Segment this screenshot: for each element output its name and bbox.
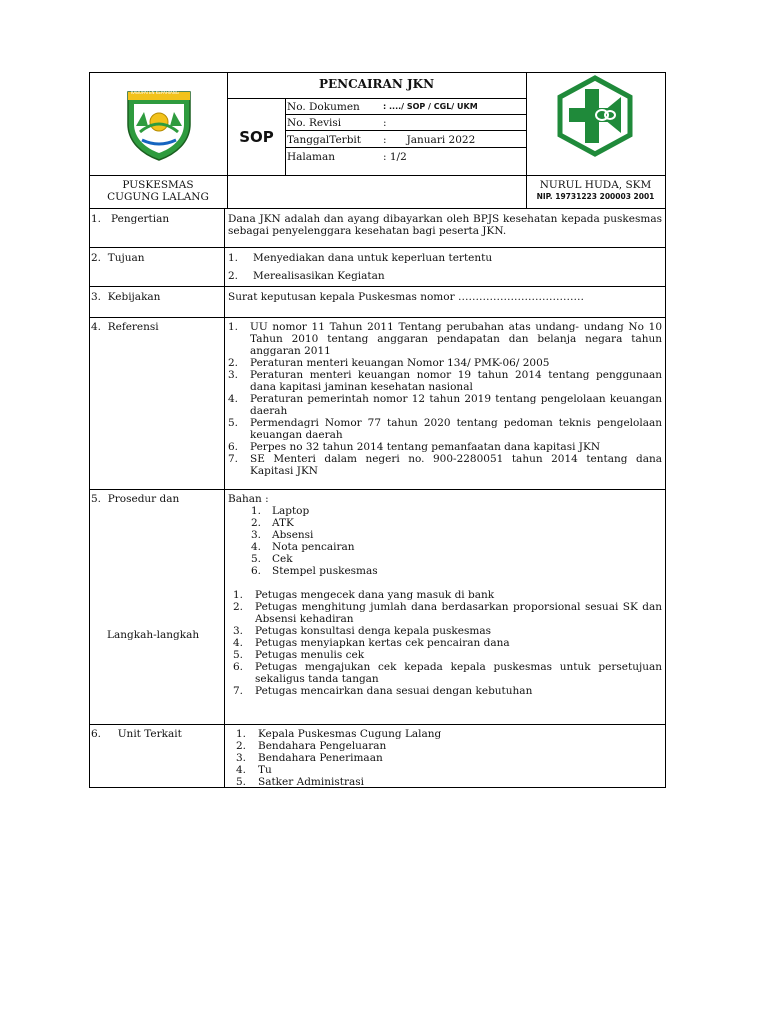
list-item: 6. Petugas mengajukan cek kepada kepala puskesmas untuk persetujuan sekaligus tanda tangan	[233, 661, 662, 685]
title-divider	[227, 98, 526, 99]
row-divider-6	[89, 724, 666, 725]
tujuan-item-2: Merealisasikan Kegiatan	[253, 270, 385, 282]
field-label-tanggal: TanggalTerbit	[287, 134, 361, 146]
field-label-halaman: Halaman	[287, 151, 336, 163]
list-item: 6. Stempel puskesmas	[251, 565, 378, 577]
row-divider-5	[89, 489, 666, 490]
field-label-revisi: No. Revisi	[287, 117, 342, 129]
label-langkah: Langkah-langkah	[107, 629, 200, 641]
field-line-2	[285, 130, 526, 131]
list-item: 7. SE Menteri dalam negeri no. 900-2280051 tahun 2014 tentang dana Kapitasi JKN	[228, 453, 662, 477]
sop-divider	[285, 98, 286, 175]
pengertian-text: Dana JKN adalah dan ayang dibayarkan oleh BPJS kesehatan kepada puskesmas sebagai penyelenggara kesehatan bagi peserta JKN.	[228, 213, 662, 237]
list-item: 4. Nota pencairan	[251, 541, 355, 553]
referensi-list	[228, 321, 662, 477]
label-tujuan: 2. Tujuan	[91, 252, 145, 264]
list-item: 5. Petugas menulis cek	[233, 649, 365, 661]
list-item: 3. Bendahara Penerimaan	[236, 752, 383, 764]
list-item: 2. Peraturan menteri keuangan Nomor 134/ PMK-06/ 2005	[228, 357, 550, 369]
field-line-1	[285, 114, 526, 115]
header-row-divider	[89, 175, 666, 176]
table-border-right	[665, 72, 666, 788]
list-item: 5. Cek	[251, 553, 293, 565]
list-item: 4. Tu	[236, 764, 272, 776]
list-item: 5. Permendagri Nomor 77 tahun 2020 tentang pedoman teknis pengelolaan keuangan daerah	[228, 417, 662, 441]
tujuan-item-1: Menyediakan dana untuk keperluan tertentu	[253, 252, 493, 264]
label-kebijakan: 3. Kebijakan	[91, 291, 161, 303]
list-item: 2. ATK	[251, 517, 294, 529]
tujuan-item-2-number: 2.	[228, 270, 239, 282]
bahan-label: Bahan :	[228, 493, 269, 505]
document-title: PENCAIRAN JKN	[318, 77, 435, 91]
sop-label: SOP	[239, 128, 274, 146]
unit-list	[236, 728, 536, 788]
list-item: 4. Peraturan pemerintah nomor 12 tahun 2019 tentang pengelolaan keuangan daerah	[228, 393, 662, 417]
list-item: 4. Petugas menyiapkan kertas cek pencairan dana	[233, 637, 510, 649]
list-item: 6. Perpes no 32 tahun 2014 tentang pemanfaatan dana kapitasi JKN	[228, 441, 601, 453]
label-prosedur: 5. Prosedur dan	[91, 493, 180, 505]
signer-name: NURUL HUDA, SKM	[539, 179, 652, 191]
field-value-halaman: : 1/2	[383, 151, 407, 163]
kabupaten-logo	[122, 86, 196, 162]
label-unit-terkait: 6. Unit Terkait	[91, 728, 182, 740]
field-line-3	[285, 147, 526, 148]
list-item: 7. Petugas mencairkan dana sesuai dengan kebutuhan	[233, 685, 533, 697]
row-divider-4	[89, 317, 666, 318]
field-label-dokumen: No. Dokumen	[287, 101, 360, 113]
signer-nip: NIP. 19731223 200003 2001	[536, 192, 655, 201]
list-item: 1. UU nomor 11 Tahun 2011 Tentang perubahan atas undang- undang No 10 Tahun 2010 tentang anggaran pendapatan dan belanja negara tahun anggaran 2011	[228, 321, 662, 357]
logo-caption: KABUPATEN KEPAHIANG	[131, 90, 179, 95]
langkah-list	[233, 589, 662, 697]
kebijakan-text: Surat keputusan kepala Puskesmas nomor ………………………………	[228, 291, 584, 303]
field-value-dokumen: : ..../ SOP / CGL/ UKM	[383, 102, 478, 111]
list-item: 1. Kepala Puskesmas Cugung Lalang	[236, 728, 442, 740]
list-item: 2. Petugas menghitung jumlah dana berdasarkan proporsional sesuai SK dan Absensi kehadiran	[233, 601, 662, 625]
list-item: 1. Laptop	[251, 505, 310, 517]
tujuan-item-1-number: 1.	[228, 252, 239, 264]
list-item: 1. Petugas mengecek dana yang masuk di bank	[233, 589, 495, 601]
list-item: 3. Peraturan menteri keuangan nomor 19 tahun 2014 tentang penggunaan dana kapitasi jaminan kesehatan nasional	[228, 369, 662, 393]
label-pengertian: 1. Pengertian	[91, 213, 170, 225]
label-referensi: 4. Referensi	[91, 321, 159, 333]
list-item: 3. Petugas konsultasi denga kepala puskesmas	[233, 625, 491, 637]
field-value-tanggal: : Januari 2022	[383, 134, 476, 146]
row-divider-1	[89, 208, 666, 209]
org-name-line2: CUGUNG LALANG	[107, 191, 209, 203]
list-item: 5. Satker Administrasi	[236, 776, 364, 788]
row-divider-3	[89, 286, 666, 287]
list-item: 2. Bendahara Pengeluaran	[236, 740, 387, 752]
label-column-divider	[224, 208, 225, 788]
field-value-revisi: :	[383, 117, 387, 129]
bahan-list	[251, 505, 551, 577]
table-border-top	[89, 72, 666, 73]
kemenkes-logo	[555, 75, 635, 157]
list-item: 3. Absensi	[251, 529, 314, 541]
row-divider-2	[89, 247, 666, 248]
org-name-line1: PUSKESMAS	[122, 179, 194, 191]
